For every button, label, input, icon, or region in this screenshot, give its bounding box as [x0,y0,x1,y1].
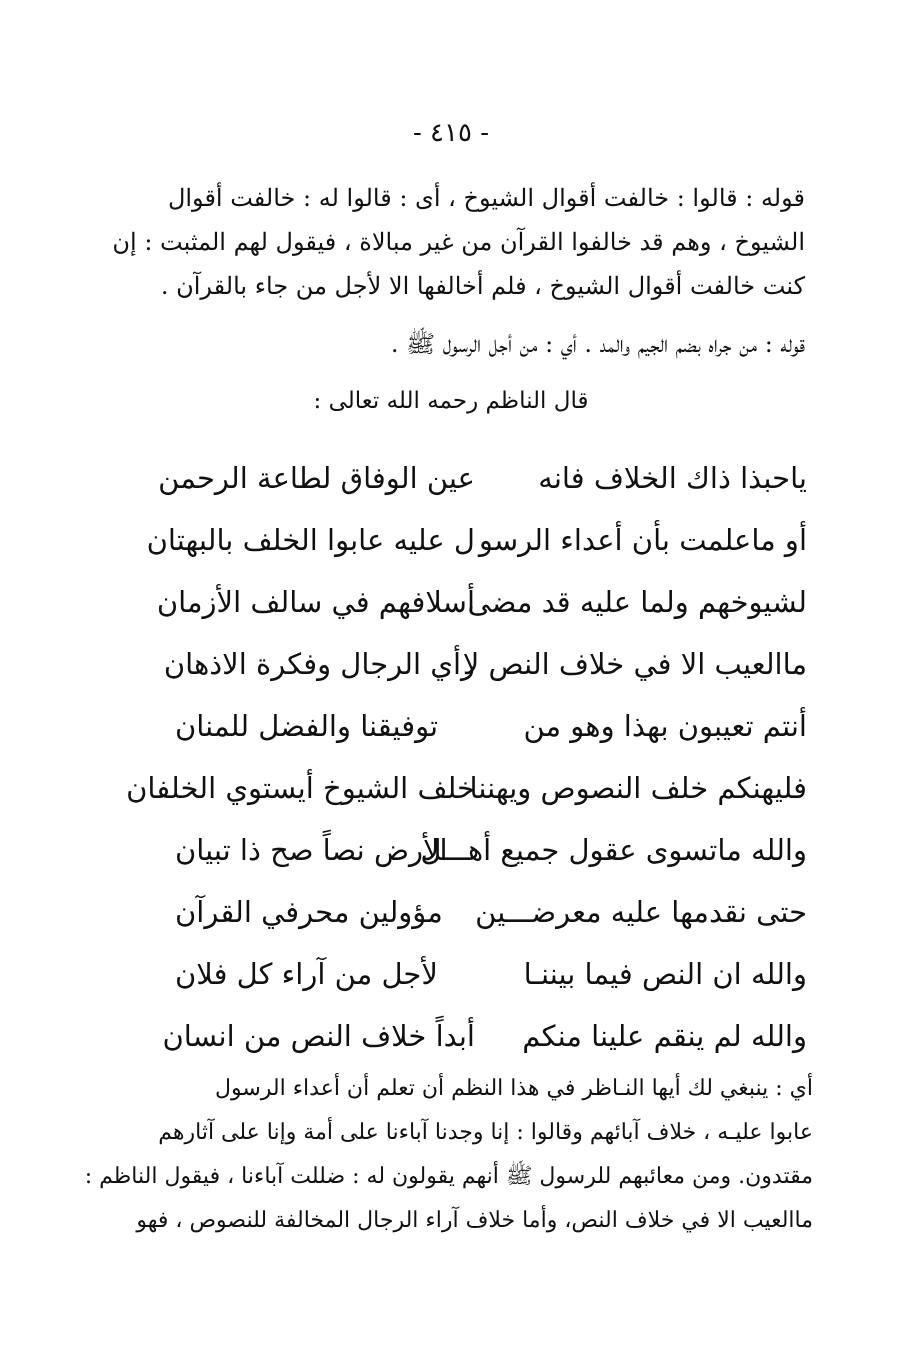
verse-line [175,944,807,1004]
verse-first-hemistich: والله ان النص فيما بيننـا [523,957,807,991]
verse-first-hemistich: حتى نقدمها عليه معرضـــين [475,895,807,929]
commentary-line: عابوا عليـه ، خلاف آبائهم وقالوا : إنا وجدنا آباءنا على أمة وإنا على آثارهم [158,1120,813,1145]
second-paragraph [180,322,805,366]
verse-line [156,572,807,632]
verse-second-hemistich: مؤولين محرفي القرآن [175,895,443,929]
paragraph-line: قوله : من جراه بضم الجيم والمد . أي : من أجل الرسول ﷺ . [390,330,805,358]
verse-first-hemistich: ماالعيب الا في خلاف النص لا [462,647,807,681]
verse-second-hemistich: لأجل من آراء كل فلان [175,957,438,991]
commentary-line: مقتدون. ومن معائبهم للرسول ﷺ أنهم يقولون له : ضللت آباءنا ، فيقول الناظم : [84,1164,813,1189]
verse-second-hemistich: توفيقنا والفضل للمنان [175,709,439,743]
verse-line [175,882,807,942]
verse-first-hemistich: ياحبذا ذاك الخلاف فانه [538,461,807,495]
verse-line [158,448,807,508]
verse-second-hemistich: ل عليه عابوا الخلف بالبهتان [146,523,475,557]
verse-line [126,758,807,818]
opening-paragraph [112,176,805,308]
commentary-line: أي : ينبغي لك أيها النـاظر في هذا النظم أن تعلم أن أعداء الرسول [214,1076,813,1101]
verse-second-hemistich: عين الوفاق لطاعة الرحمن [158,461,475,495]
verse-second-hemistich: الأرض نصاً صح ذا تبيان [175,833,448,867]
paragraph-line: كنت خالفت أقوال الشيوخ ، فلم أخالفها الا لأجل من جاء بالقرآن . [160,272,805,300]
verse-first-hemistich: أنتم تعيبون بهذا وهو من [523,709,807,743]
commentary-paragraph [84,1067,813,1243]
commentary-line: ماالعيب الا في خلاف النص، وأما خلاف آراء الرجال المخالفة للنصوص ، فهو [136,1208,813,1233]
verse-first-hemistich: والله ماتسوى عقول جميع أهـــل [420,833,807,867]
paragraph-line: الشيوخ ، وهم قد خالفوا القرآن من غير مبالاة ، فيقول لهم المثبت : إن [112,228,805,256]
poem-verses [126,448,807,1068]
verse-line [175,820,807,880]
verse-second-hemistich: رأي الرجال وفكرة الاذهان [163,647,475,681]
verse-first-hemistich: فليهنكم خلف النصوص ويهننا [469,771,807,805]
verse-line [146,510,807,570]
verse-second-hemistich: أبداً خلاف النص من انسان [162,1019,475,1053]
verse-line [163,634,807,694]
verse-first-hemistich: لشيوخهم ولما عليه قد مضى [467,585,807,619]
page-number: - ٤١٥ - [412,118,490,148]
verse-second-hemistich: أسلافهم في سالف الأزمان [156,585,475,619]
verse-first-hemistich: أو ماعلمت بأن أعداء الرسو [478,523,807,557]
poem-heading: قال الناظم رحمه الله تعالى : [313,388,589,414]
paragraph-line: قوله : قالوا : خالفت أقوال الشيوخ ، أى : قالوا له : خالفت أقوال [167,184,805,212]
verse-line [162,1006,807,1066]
verse-second-hemistich: خلف الشيوخ أيستوي الخلفان [126,771,475,805]
verse-first-hemistich: والله لم ينقم علينا منكم [522,1019,807,1053]
verse-line [175,696,807,756]
